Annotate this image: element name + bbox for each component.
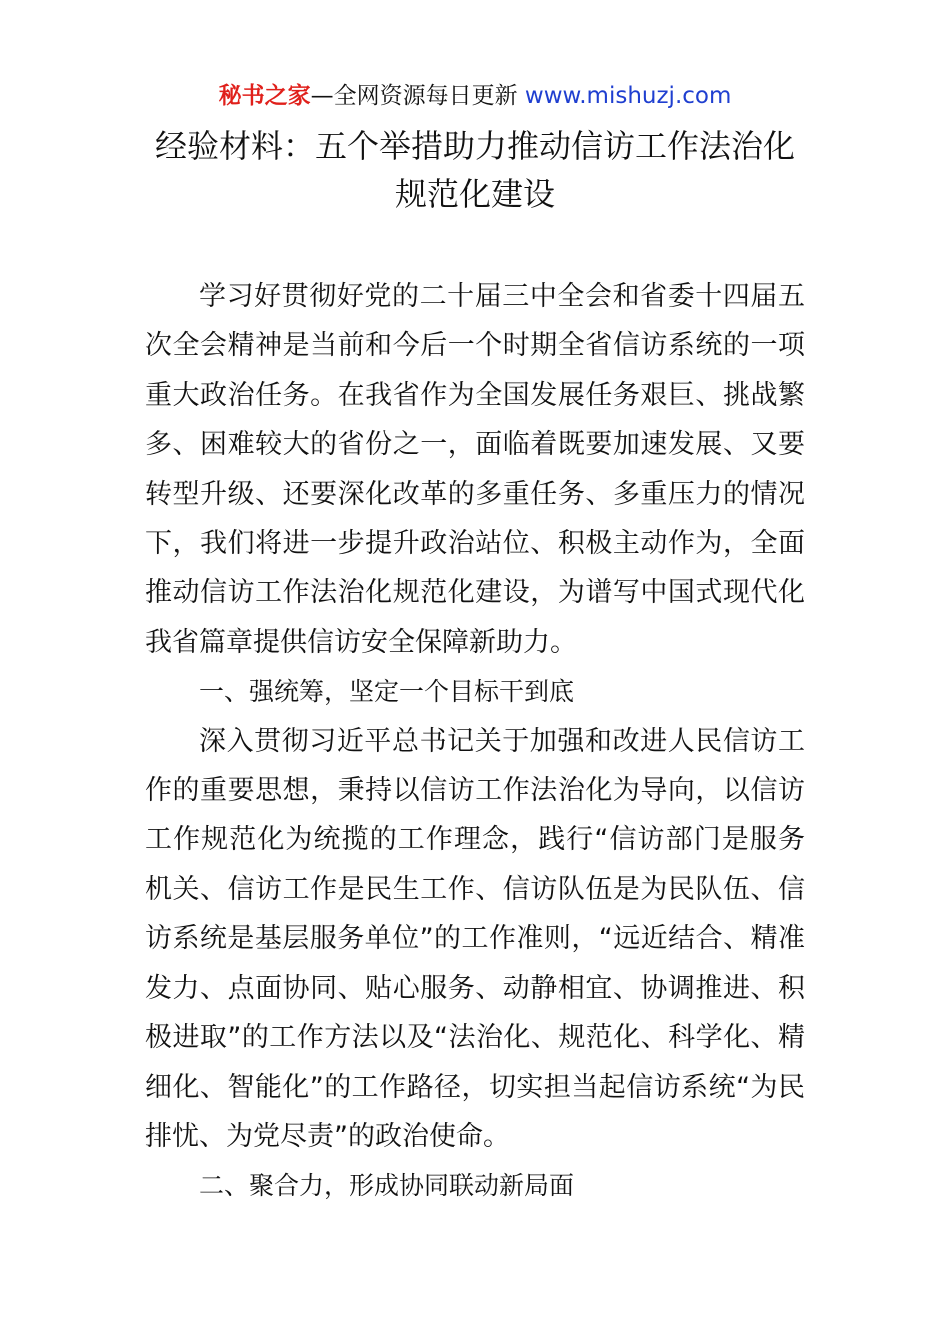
site-url-link[interactable]: www.mishuzj.com — [524, 83, 732, 109]
section-1-heading: 一、强统筹，坚定一个目标干到底 — [199, 677, 575, 707]
site-header — [0, 78, 950, 114]
document-title: 经验材料：五个举措助力推动信访工作法治化规范化建设 — [154, 127, 795, 213]
brand-name: 秘书之家 — [218, 83, 311, 109]
site-tagline: —全网资源每日更新 — [310, 83, 518, 109]
intro-paragraph: 学习好贯彻好党的二十届三中全会和省委十四届五次全会精神是当前和今后一个时期全省信访系统的一项重大政治任务。在我省作为全国发展任务艰巨、挑战繁多、困难较大的省份之一，面临着既要加速发展、又要转型升级、还要深化改革的多重任务、多重压力的情况下，我们将进一步提升政治站位、积极主动作为，全面推动信访工作法治化规范化建设，为谱写中国式现代化我省篇章提供信访安全保障新助力。 — [145, 281, 805, 658]
document-body — [145, 272, 805, 1211]
section-1-paragraph: 深入贯彻习近平总书记关于加强和改进人民信访工作的重要思想，秉持以信访工作法治化为导向，以信访工作规范化为统揽的工作理念，践行“信访部门是服务机关、信访工作是民生工作、信访队伍是为民队伍、信访系统是基层服务单位”的工作准则，“远近结合、精准发力、点面协同、贴心服务、动静相宜、协调推进、积极进取”的工作方法以及“法治化、规范化、科学化、精细化、智能化”的工作路径，切实担当起信访系统“为民排忧、为党尽责”的政治使命。 — [145, 725, 805, 1152]
section-2-heading: 二、聚合力，形成协同联动新局面 — [199, 1171, 575, 1201]
